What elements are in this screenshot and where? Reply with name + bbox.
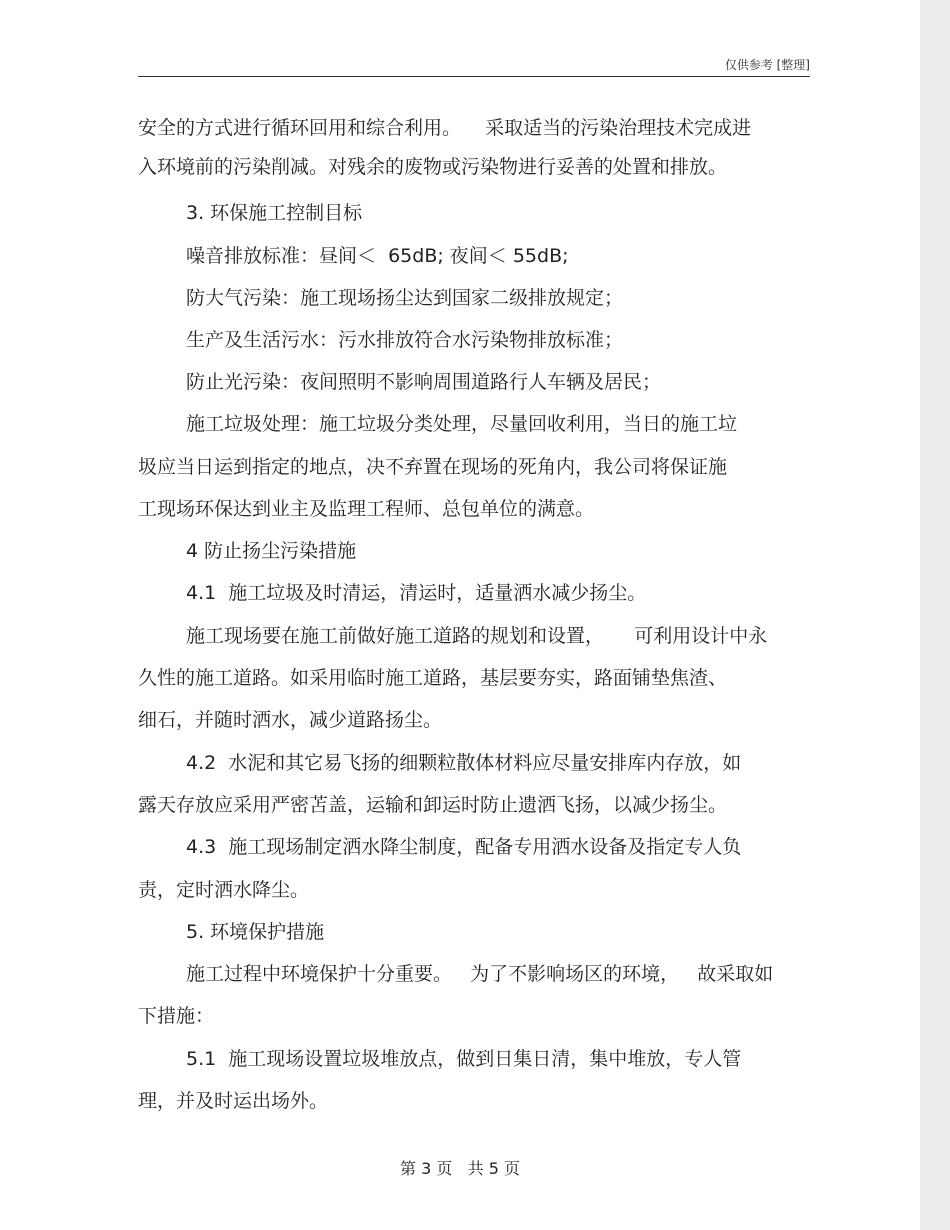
paragraph-line: 防大气污染：施工现场扬尘达到国家二级排放规定； <box>186 287 624 309</box>
section-heading: 3. 环保施工控制目标 <box>186 202 363 224</box>
paragraph-line: 细石，并随时洒水，减少道路扬尘。 <box>138 709 443 731</box>
paragraph-line: 4.3 施工现场制定洒水降尘制度，配备专用洒水设备及指定专人负 <box>186 836 742 858</box>
paragraph-line: 生产及生活污水：污水排放符合水污染物排放标准； <box>186 329 624 351</box>
paragraph-line: 5.1 施工现场设置垃圾堆放点，做到日集日清，集中堆放，专人管 <box>186 1048 742 1070</box>
page-header: 仅供参考 [整理] <box>724 58 810 72</box>
paragraph-line: 理，并及时运出场外。 <box>138 1090 329 1112</box>
footer-label-unit: 页 <box>504 1159 521 1178</box>
paragraph-line: 噪音排放标准：昼间＜ 65dB; 夜间＜ 55dB; <box>186 245 569 267</box>
paragraph-line: 下措施： <box>138 1005 215 1027</box>
paragraph-line: 防止光污染：夜间照明不影响周围道路行人车辆及居民； <box>186 371 662 393</box>
paragraph-line: 工现场环保达到业主及监理工程师、总包单位的满意。 <box>138 498 595 520</box>
paragraph-line: 施工垃圾处理：施工垃圾分类处理，尽量回收利用，当日的施工垃 <box>186 413 738 435</box>
page-footer <box>0 1156 920 1179</box>
current-page-number: 3 <box>421 1159 432 1178</box>
paragraph-line: 责，定时洒水降尘。 <box>138 879 310 901</box>
section-heading: 5. 环境保护措施 <box>186 921 325 943</box>
paragraph-line: 安全的方式进行循环回用和综合利用。 采取适当的污染治理技术完成进 <box>138 117 752 139</box>
total-pages-number: 5 <box>488 1159 499 1178</box>
footer-label-total: 共 <box>467 1159 484 1178</box>
paragraph-line: 露天存放应采用严密苫盖，运输和卸运时防止遗洒飞扬，以减少扬尘。 <box>138 794 728 816</box>
footer-label-page: 第 <box>399 1159 416 1178</box>
paragraph-line: 4.2 水泥和其它易飞扬的细颗粒散体材料应尽量安排库内存放，如 <box>186 752 742 774</box>
header-divider <box>138 76 810 77</box>
paragraph-line: 4.1 施工垃圾及时清运，清运时，适量洒水减少扬尘。 <box>186 582 647 604</box>
paragraph-line: 施工过程中环境保护十分重要。 为了不影响场区的环境， 故采取如 <box>186 963 774 985</box>
paragraph-line: 入环境前的污染削减。对残余的废物或污染物进行妥善的处置和排放。 <box>138 156 728 178</box>
paragraph-line: 圾应当日运到指定的地点，决不弃置在现场的死角内，我公司将保证施 <box>138 456 728 478</box>
section-heading: 4 防止扬尘污染措施 <box>186 540 357 562</box>
paragraph-line: 久性的施工道路。如采用临时施工道路，基层要夯实，路面铺垫焦渣、 <box>138 667 728 689</box>
footer-label-unit: 页 <box>436 1159 453 1178</box>
paragraph-line: 施工现场要在施工前做好施工道路的规划和设置， 可利用设计中永 <box>186 625 768 647</box>
